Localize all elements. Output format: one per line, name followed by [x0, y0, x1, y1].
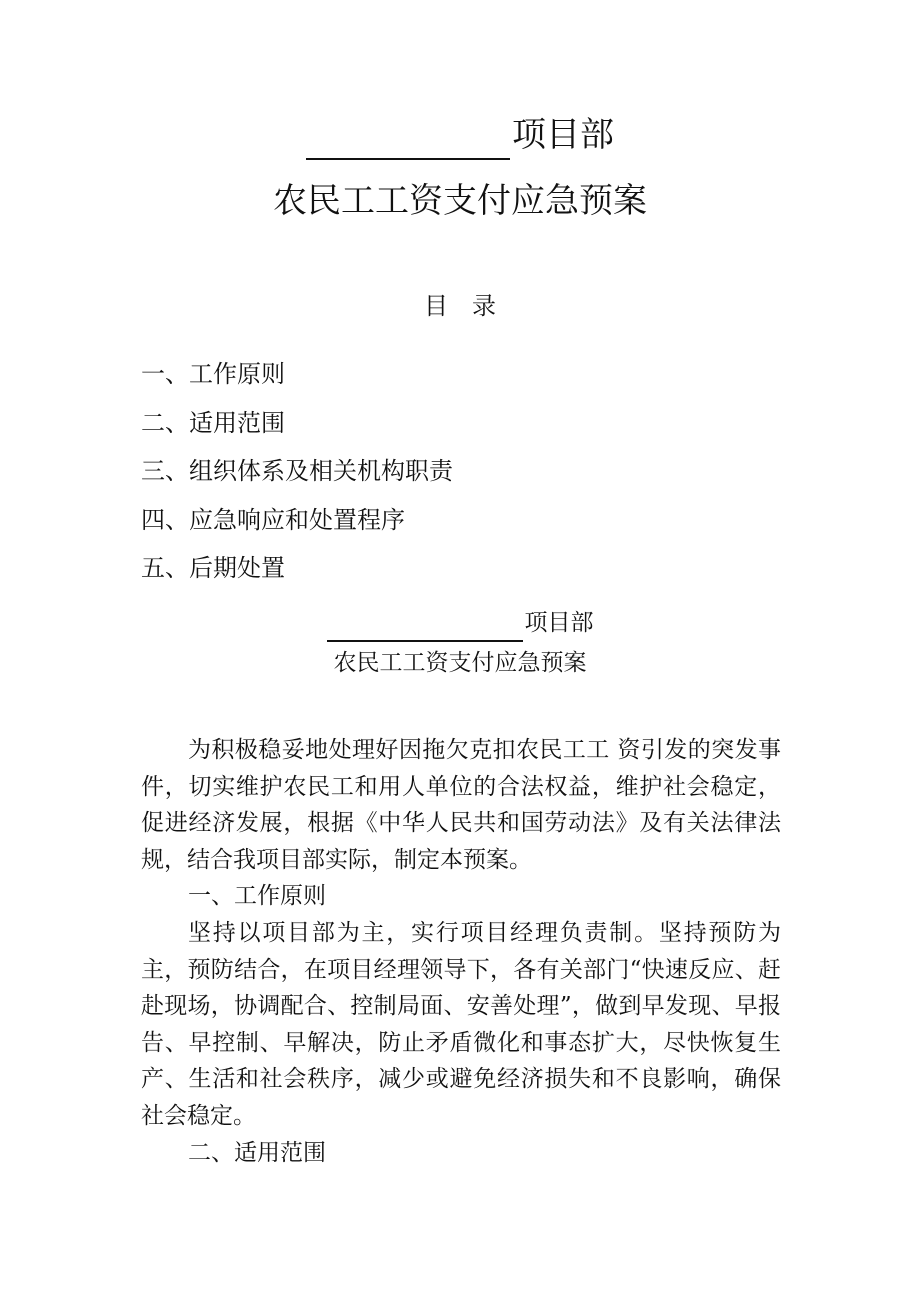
intro-paragraph: 为积极稳妥地处理好因拖欠克扣农民工工 资引发的突发事件，切实维护农民工和用人单位的合法权益，维护社会稳定，促进经济发展，根据《中华人民共和国劳动法》及有关法律法规，结合我项目部实际，制定本预案。: [141, 737, 781, 873]
toc-title: 目录: [424, 292, 520, 320]
content-project-suffix: 项目部: [524, 610, 594, 636]
toc-item: 四、应急响应和处置程序: [141, 505, 405, 534]
section-heading-scope: 二、适用范围: [188, 1139, 326, 1166]
principles-paragraph: 坚持以项目部为主，实行项目经理负责制。坚持预防为主，预防结合，在项目经理领导下，各有关部门“快速反应、赶赴现场，协调配合、控制局面、安善处理”，做到早发现、早报告、早控制、早解决，防止矛盾微化和事态扩大，尽快恢复生产、生活和社会秩序，减少或避免经济损失和不良影响，确保社会稳定。: [141, 919, 781, 1129]
toc-item: 二、适用范围: [141, 408, 285, 437]
header-project-suffix: 项目部: [512, 115, 614, 155]
header-plan-title: 农民工工资支付应急预案: [273, 181, 647, 221]
project-name-blank: [306, 122, 510, 160]
content-plan-title: 农民工工资支付应急预案: [333, 650, 587, 676]
section-heading-principles: 一、工作原则: [188, 883, 326, 910]
project-name-blank-2: [327, 618, 523, 642]
content-project-line: [0, 604, 920, 642]
toc-item: 一、工作原则: [141, 360, 285, 388]
toc-list: [141, 350, 453, 593]
header-project-line: [0, 110, 920, 160]
body-text: [141, 732, 781, 1171]
toc-item: 五、后期处置: [141, 554, 285, 582]
toc-item: 三、组织体系及相关机构职责: [141, 457, 453, 485]
